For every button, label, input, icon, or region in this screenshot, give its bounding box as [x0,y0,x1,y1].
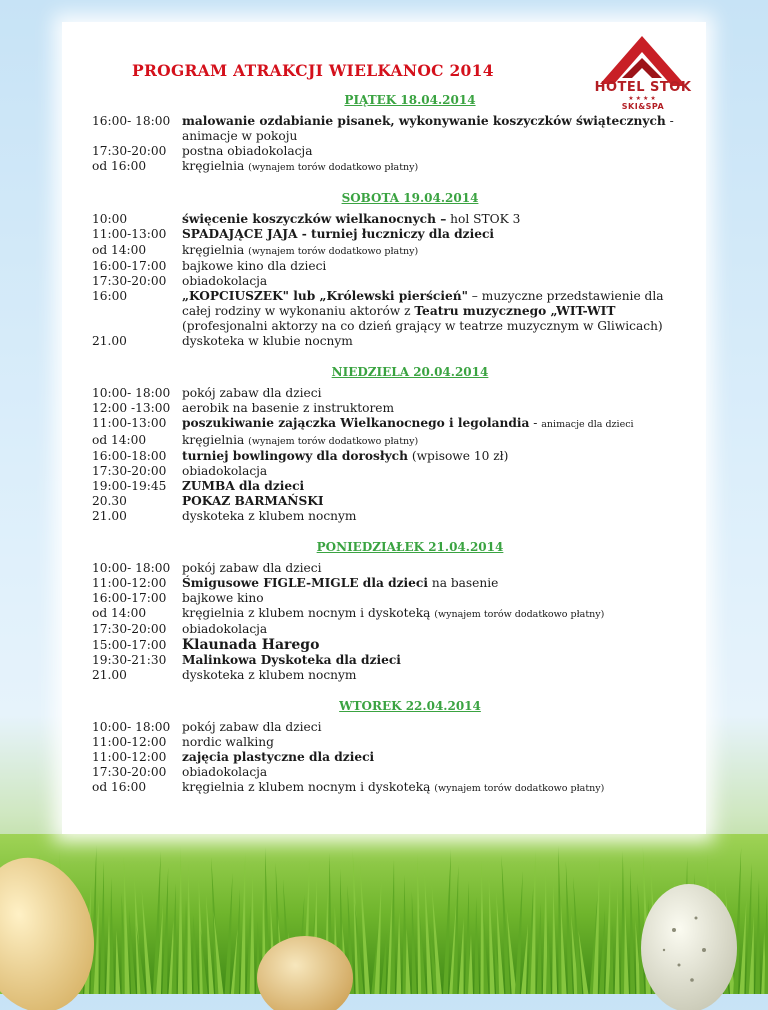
event-text: na basenie [427,576,499,591]
event-description [182,509,692,524]
event-description [182,750,692,765]
event-description [182,449,692,464]
schedule-row [92,274,692,289]
event-text: aerobik na basenie z instruktorem [182,401,395,416]
event-description [182,668,692,683]
schedule-row [92,653,692,668]
event-time: 16:00-17:00 [92,258,167,273]
event-text: pokój zabaw dla dzieci [182,386,322,401]
schedule-row [92,606,692,622]
schedule-row [92,591,692,606]
schedule-row [92,720,692,735]
event-time: 17:30-20:00 [92,463,167,478]
event-description [182,114,692,129]
schedule-row [92,780,692,796]
schedule-row [92,386,692,401]
schedule-row [92,334,692,349]
event-time: 17:30-20:00 [92,622,167,637]
event-text: pokój zabaw dla dzieci [182,561,322,576]
event-description [182,289,692,334]
event-text: obiadokolacja [182,622,268,637]
yellow-egg-center-icon [250,920,360,1010]
event-description [182,735,692,750]
event-time: 11:00-13:00 [92,227,167,242]
event-text: obiadokolacja [182,765,268,780]
event-time: od 14:00 [92,242,147,257]
event-description [182,780,692,796]
event-time: 15:00-17:00 [92,637,167,652]
event-time [92,129,182,144]
event-time: 21.00 [92,667,127,682]
event-text: Klaunada Harego [182,636,320,653]
schedule-row [92,144,692,159]
event-description [182,464,692,479]
event-description [182,606,692,622]
event-text: SPADAJĄCE JAJA - turniej łuczniczy dla dzieci [182,227,495,242]
event-time: 11:00-12:00 [92,750,167,764]
event-time: 17:30-20:00 [92,765,167,780]
schedule-row [92,449,692,464]
day-heading: NIEDZIELA 20.04.2014 [331,365,489,380]
event-time: od 16:00 [92,159,147,174]
event-text: kręgielnia z klubem nocnym i dyskoteką [182,606,435,621]
schedule-row [92,494,692,509]
event-description [182,765,692,780]
event-text: nordic walking [182,734,274,749]
event-description [182,591,692,606]
event-text: - [665,114,674,128]
schedule-row [92,638,692,653]
event-time: 11:00-12:00 [92,576,167,591]
event-text: zajęcia plastyczne dla dzieci [182,750,375,764]
event-description [182,386,692,401]
event-text: turniej bowlingowy dla dorosłych [182,448,408,463]
schedule-row [92,129,692,144]
yellow-egg-left-icon [0,840,100,1010]
speckled-egg-right-icon [634,870,744,1010]
day-heading: SOBOTA 19.04.2014 [341,191,479,206]
event-text: – muzyczne przedstawienie dla całej rodziny w wykonaniu aktorów z [182,288,664,318]
schedule-row [92,114,692,129]
event-description [182,622,692,637]
event-text: animacje w pokoju [182,129,298,144]
schedule-row [92,668,692,683]
event-text: (wynajem torów dodatkowo płatny) [434,609,605,621]
event-text: kręgielnia z klubem nocnym i dyskoteką [182,780,435,795]
schedule-row [92,416,692,432]
event-time: 11:00-13:00 [92,416,167,431]
schedule-row [92,243,692,259]
event-time: 16:00-17:00 [92,591,167,606]
event-time: 10:00- 18:00 [92,386,171,401]
event-time: 11:00-12:00 [92,734,167,749]
schedule-row [92,576,692,591]
schedule-row [92,479,692,494]
event-text: (wpisowe 10 zł) [407,448,509,463]
event-text: ZUMBA dla dzieci [182,478,305,493]
schedule-row [92,464,692,479]
schedule-row [92,433,692,449]
event-time: 21.00 [92,508,127,523]
event-text: malowanie ozdabianie pisanek, wykonywanie koszyczków świątecznych [182,114,666,128]
day-heading: PONIEDZIAŁEK 21.04.2014 [316,540,504,555]
schedule-row [92,227,692,242]
event-text: (wynajem torów dodatkowo płatny) [248,435,419,447]
event-time: 21.00 [92,334,127,349]
event-text: postna obiadokolacja [182,144,313,159]
event-description [182,638,692,653]
event-time: od 16:00 [92,780,147,795]
logo-stars: ★★★★ [628,95,658,102]
schedule-row [92,401,692,416]
event-time: 16:00-18:00 [92,448,167,463]
event-time: 17:30-20:00 [92,273,167,288]
event-description [182,274,692,289]
schedule-row [92,259,692,274]
event-text: animacje dla dzieci [541,419,634,431]
event-time: od 14:00 [92,432,147,447]
event-text: dyskoteka z klubem nocnym [182,508,357,523]
event-time: 19:00-19:45 [92,478,167,493]
event-description [182,576,692,591]
event-text: kręgielnia [182,432,249,447]
event-description [182,494,692,509]
event-time: 19:30-21:30 [92,652,167,667]
event-description [182,144,692,159]
event-description [182,259,692,274]
event-time: od 14:00 [92,606,147,621]
schedule-row [92,765,692,780]
event-text: dyskoteka z klubem nocnym [182,667,357,682]
event-time: 16:00- 18:00 [92,114,171,128]
schedule-row [92,289,692,334]
event-text: kręgielnia [182,159,249,174]
event-description [182,561,692,576]
event-description [182,227,692,242]
event-description [182,159,692,175]
day-heading: PIĄTEK 18.04.2014 [344,93,476,107]
event-text: bajkowe kino [182,591,264,606]
schedule-row [92,561,692,576]
event-text: bajkowe kino dla dzieci [182,258,327,273]
event-text: - [529,416,542,431]
event-text: obiadokolacja [182,273,268,288]
day-heading: WTOREK 22.04.2014 [339,698,481,713]
schedule-row [92,212,692,227]
event-text: święcenie koszyczków wielkanocnych – [182,212,447,227]
event-time: 10:00- 18:00 [92,719,171,734]
event-description [182,401,692,416]
event-time: 20.30 [92,493,127,508]
event-text: Śmigusowe FIGLE-MIGLE dla dzieci [182,576,428,591]
event-description [182,212,692,227]
logo-subtitle: SKI&SPA [621,102,665,111]
event-description [182,129,692,144]
event-time: 16:00 [92,288,128,303]
event-time: 10:00- 18:00 [92,561,171,576]
schedule-row [92,622,692,637]
schedule [92,92,692,796]
event-text: dyskoteka w klubie nocnym [182,334,353,349]
event-text: pokój zabaw dla dzieci [182,719,322,734]
event-description [182,479,692,494]
event-description [182,433,692,449]
event-text: Teatru muzycznego „WIT-WIT [414,303,616,318]
event-text: (wynajem torów dodatkowo płatny) [248,245,419,257]
schedule-row [92,159,692,175]
event-time: 10:00 [92,212,128,227]
event-text: obiadokolacja [182,463,268,478]
event-text: POKAZ BARMAŃSKI [182,493,324,508]
event-text: kręgielnia [182,242,249,257]
logo-name: HOTEL STOK [594,80,692,95]
event-description [182,416,692,432]
event-text: poszukiwanie zajączka Wielkanocnego i legolandia [182,416,530,431]
event-time: 17:30-20:00 [92,144,167,159]
event-description [182,720,692,735]
event-text: „KOPCIUSZEK" lub „Królewski pierścień" [182,288,468,303]
event-text: (wynajem torów dodatkowo płatny) [248,162,419,174]
event-description [182,334,692,349]
schedule-row [92,750,692,765]
event-description [182,653,692,668]
event-text: (wynajem torów dodatkowo płatny) [434,783,605,795]
page-title: PROGRAM ATRAKCJI WIELKANOC 2014 [132,61,494,80]
schedule-row [92,735,692,750]
event-description [182,243,692,259]
event-text: Malinkowa Dyskoteka dla dzieci [182,652,401,667]
event-time: 12:00 -13:00 [92,401,171,416]
event-text: hol STOK 3 [446,212,521,227]
schedule-row [92,509,692,524]
event-text: (profesjonalni aktorzy na co dzień grający w teatrze muzycznym w Gliwicach) [182,319,663,334]
